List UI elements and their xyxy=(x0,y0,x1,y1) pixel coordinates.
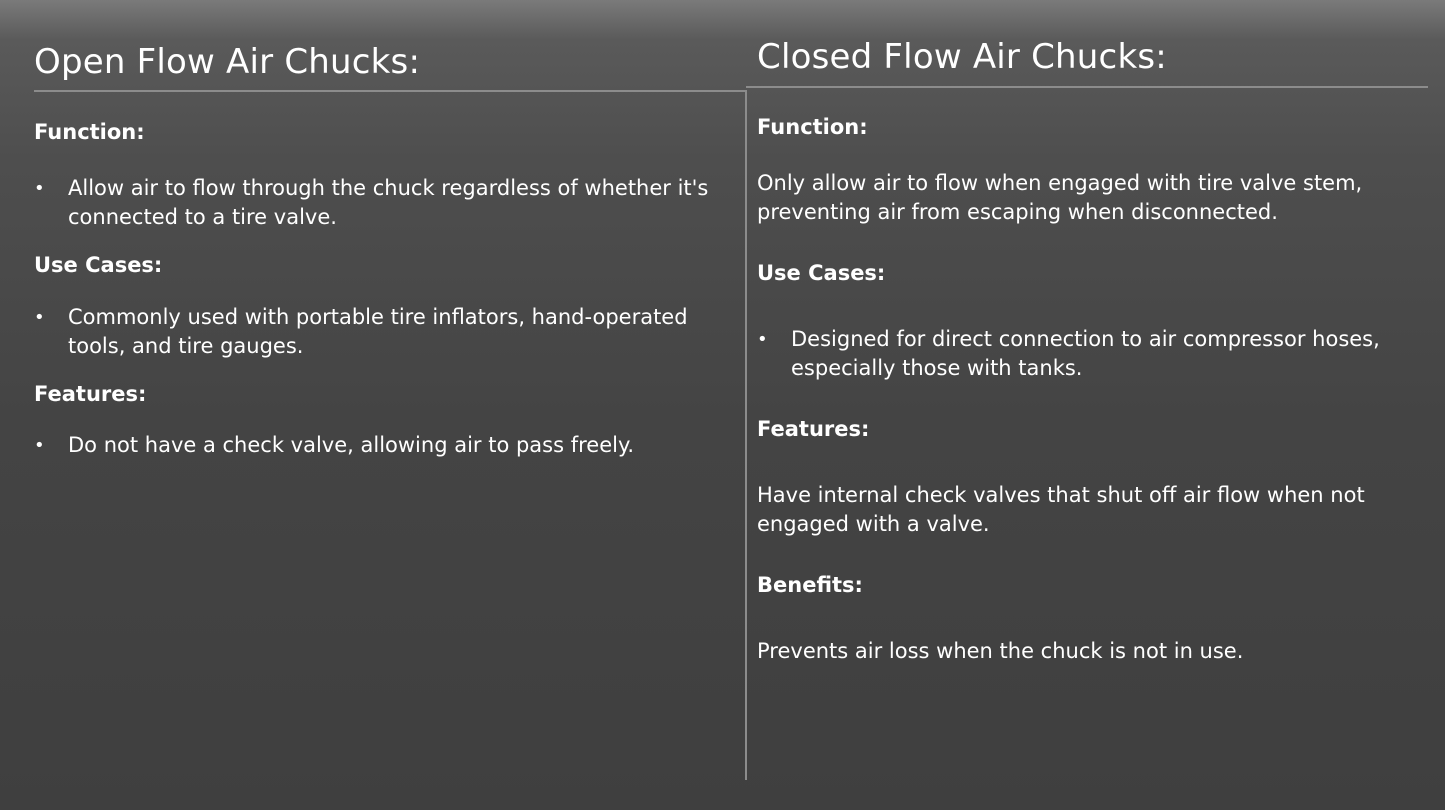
bullet-glyph: • xyxy=(34,435,45,456)
closed-function-text: Only allow air to flow when engaged with tire valve stem, preventing air from escaping when disconnected. xyxy=(757,171,1363,224)
closed-benefits-text: Prevents air loss when the chuck is not in use. xyxy=(757,639,1244,663)
open-function-heading: Function: xyxy=(34,120,145,144)
open-function-text: Allow air to flow through the chuck regardless of whether it's connected to a tire valve. xyxy=(68,176,709,229)
open-usecases-bullet xyxy=(34,303,688,361)
closed-benefits-heading: Benefits: xyxy=(757,573,863,597)
open-usecases-heading: Use Cases: xyxy=(34,253,163,277)
open-flow-title: Open Flow Air Chucks: xyxy=(34,42,421,82)
open-function-bullet xyxy=(34,174,740,232)
column-divider xyxy=(745,90,747,780)
closed-usecases-heading: Use Cases: xyxy=(757,261,886,285)
open-usecases-text: Commonly used with portable tire inflators, hand-operated tools, and tire gauges. xyxy=(68,305,688,358)
bullet-glyph: • xyxy=(34,307,45,328)
closed-features-text: Have internal check valves that shut off air flow when not engaged with a valve. xyxy=(757,483,1365,536)
left-title-rule xyxy=(34,90,746,92)
bullet-glyph: • xyxy=(757,329,768,350)
closed-features-heading: Features: xyxy=(757,417,870,441)
closed-function-heading: Function: xyxy=(757,115,868,139)
closed-usecases-bullet xyxy=(757,325,1443,383)
bullet-glyph: • xyxy=(34,178,45,199)
open-features-text: Do not have a check valve, allowing air to pass freely. xyxy=(68,433,635,457)
right-title-rule xyxy=(746,86,1428,88)
open-features-bullet xyxy=(34,431,740,460)
closed-flow-title: Closed Flow Air Chucks: xyxy=(757,37,1167,77)
open-features-heading: Features: xyxy=(34,382,147,406)
closed-usecases-text: Designed for direct connection to air compressor hoses, especially those with tanks. xyxy=(791,327,1380,380)
